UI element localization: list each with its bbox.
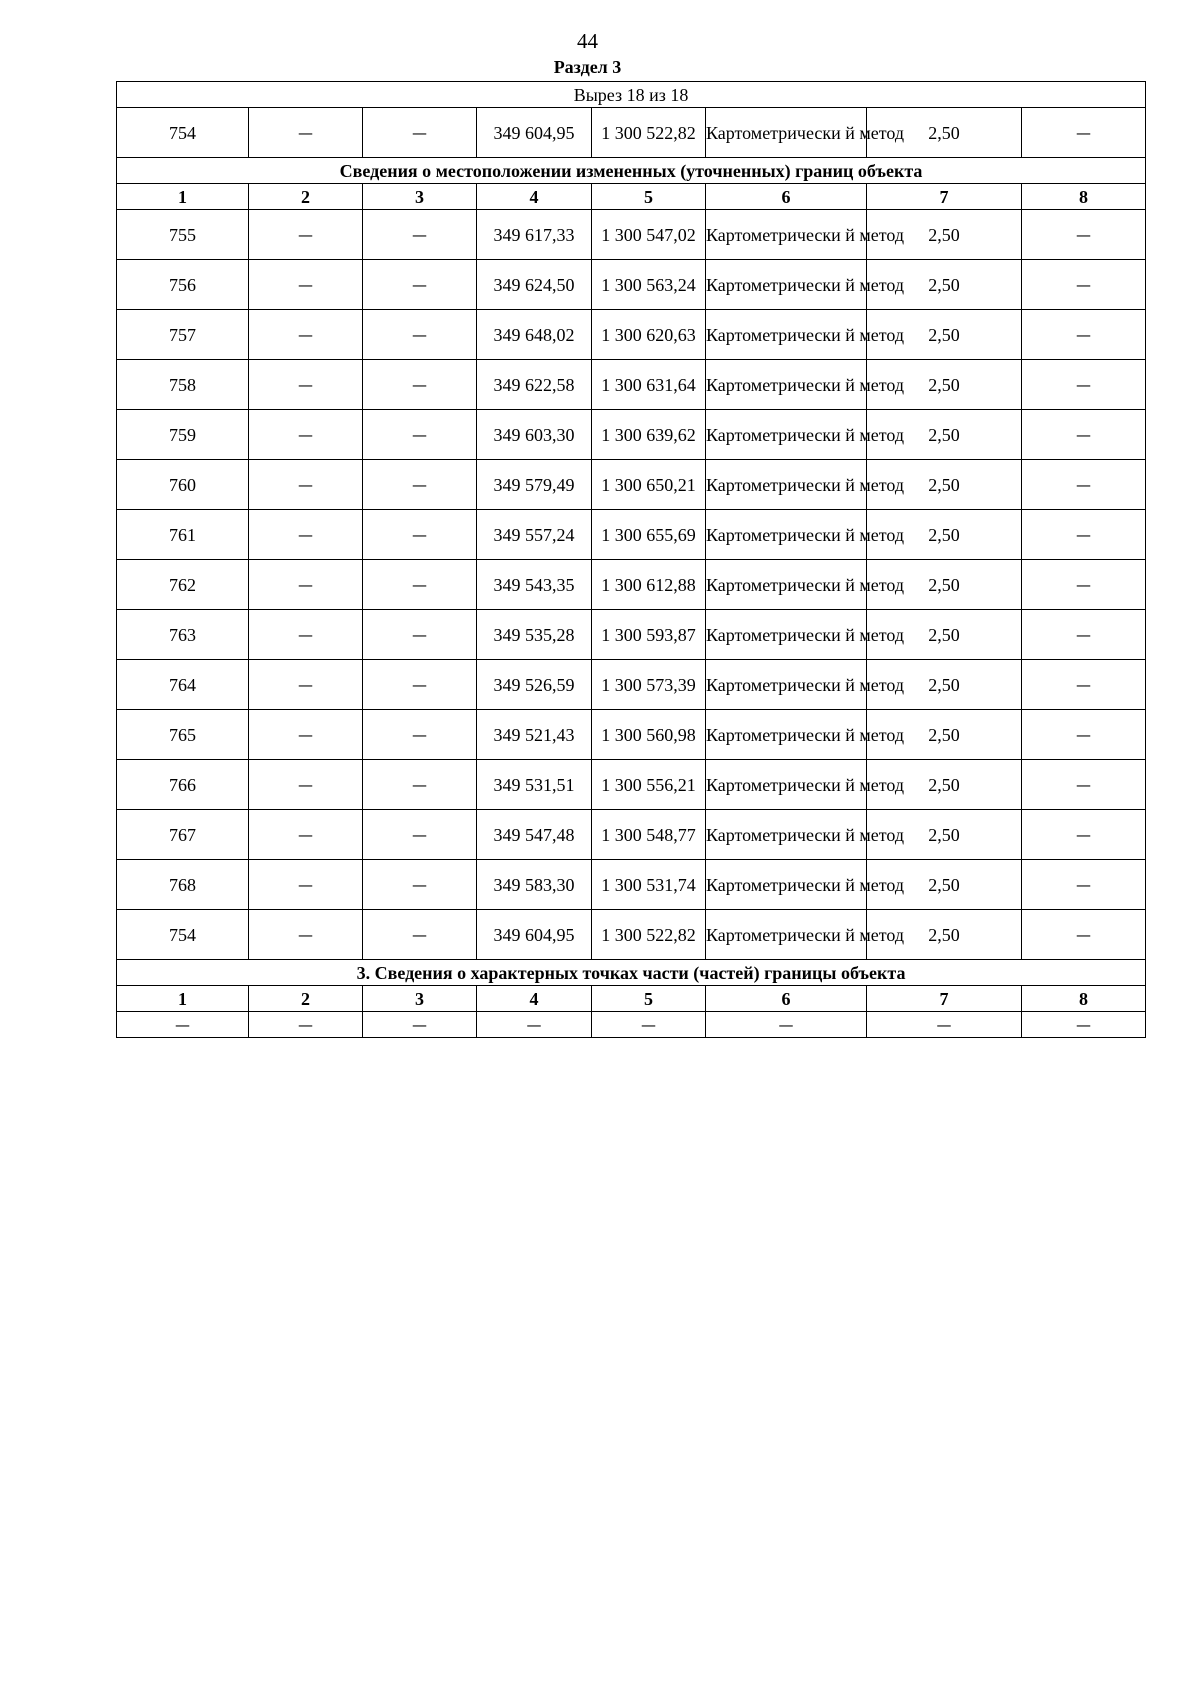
- sheet-label: Вырез 18 из 18: [117, 82, 1146, 108]
- table-row: [117, 410, 1146, 460]
- cell-col-1: 755: [117, 210, 249, 260]
- column-header-1: 1: [117, 184, 249, 210]
- cell-col-4: 349 622,58: [477, 360, 592, 410]
- cell-col-3: —: [363, 210, 477, 260]
- cell-col-5: 1 300 650,21: [592, 460, 706, 510]
- cell-col-4: 349 604,95: [477, 910, 592, 960]
- cell-col-6: Картометрически й метод: [706, 760, 867, 810]
- cell-col-3: —: [363, 1012, 477, 1038]
- cell-col-8: —: [1022, 710, 1146, 760]
- cell-col-8: —: [1022, 108, 1146, 158]
- cell-col-7: 2,50: [867, 510, 1022, 560]
- column-header-3: 3: [363, 986, 477, 1012]
- cell-col-6: Картометрически й метод: [706, 860, 867, 910]
- cell-col-1: 760: [117, 460, 249, 510]
- cell-col-1: 757: [117, 310, 249, 360]
- cell-col-2: —: [249, 310, 363, 360]
- section2-title-row: [117, 158, 1146, 184]
- column-header-2: 2: [249, 184, 363, 210]
- section2-title-row-text: Сведения о местоположении измененных (уточненных) границ объекта: [117, 158, 1146, 184]
- table-row: [117, 810, 1146, 860]
- cell-col-6: Картометрически й метод: [706, 260, 867, 310]
- cell-col-5: 1 300 522,82: [592, 910, 706, 960]
- table-body: [117, 82, 1146, 1038]
- table-row: [117, 360, 1146, 410]
- cell-col-7: —: [867, 1012, 1022, 1038]
- cell-col-2: —: [249, 510, 363, 560]
- cell-col-1: 766: [117, 760, 249, 810]
- column-header-4: 4: [477, 184, 592, 210]
- cell-col-2: —: [249, 610, 363, 660]
- cell-col-1: 754: [117, 910, 249, 960]
- table-row: [117, 260, 1146, 310]
- cell-col-8: —: [1022, 760, 1146, 810]
- cell-col-6: Картометрически й метод: [706, 360, 867, 410]
- cell-col-3: —: [363, 560, 477, 610]
- cell-col-3: —: [363, 810, 477, 860]
- cell-col-1: —: [117, 1012, 249, 1038]
- column-header-6: 6: [706, 184, 867, 210]
- cell-col-8: —: [1022, 910, 1146, 960]
- cell-col-6: Картометрически й метод: [706, 460, 867, 510]
- table-row: [117, 560, 1146, 610]
- cell-col-5: 1 300 563,24: [592, 260, 706, 310]
- cell-col-7: 2,50: [867, 560, 1022, 610]
- cell-col-5: 1 300 531,74: [592, 860, 706, 910]
- cell-col-4: 349 624,50: [477, 260, 592, 310]
- cell-col-4: 349 604,95: [477, 108, 592, 158]
- cell-col-6: Картометрически й метод: [706, 310, 867, 360]
- cell-col-8: —: [1022, 610, 1146, 660]
- cell-col-5: 1 300 593,87: [592, 610, 706, 660]
- cell-col-8: —: [1022, 1012, 1146, 1038]
- cell-col-5: 1 300 573,39: [592, 660, 706, 710]
- sheet-label-row: [117, 82, 1146, 108]
- column-header-2: 2: [249, 986, 363, 1012]
- cell-col-2: —: [249, 660, 363, 710]
- cell-col-6: Картометрически й метод: [706, 210, 867, 260]
- cell-col-7: 2,50: [867, 360, 1022, 410]
- cell-col-6: Картометрически й метод: [706, 610, 867, 660]
- cell-col-8: —: [1022, 460, 1146, 510]
- cell-col-8: —: [1022, 560, 1146, 610]
- cell-col-3: —: [363, 660, 477, 710]
- cell-col-7: 2,50: [867, 710, 1022, 760]
- cell-col-6: Картометрически й метод: [706, 810, 867, 860]
- cell-col-1: 762: [117, 560, 249, 610]
- cell-col-8: —: [1022, 660, 1146, 710]
- cell-col-2: —: [249, 860, 363, 910]
- cell-col-3: —: [363, 860, 477, 910]
- cell-col-4: 349 526,59: [477, 660, 592, 710]
- column-header-5: 5: [592, 184, 706, 210]
- cell-col-4: 349 583,30: [477, 860, 592, 910]
- column-header-row: [117, 184, 1146, 210]
- cell-col-1: 754: [117, 108, 249, 158]
- cell-col-8: —: [1022, 860, 1146, 910]
- cell-col-2: —: [249, 410, 363, 460]
- cell-col-3: —: [363, 760, 477, 810]
- cell-col-5: 1 300 639,62: [592, 410, 706, 460]
- cell-col-4: 349 648,02: [477, 310, 592, 360]
- cell-col-8: —: [1022, 310, 1146, 360]
- table-row: [117, 510, 1146, 560]
- table-row: [117, 1012, 1146, 1038]
- table-row: [117, 610, 1146, 660]
- cell-col-2: —: [249, 260, 363, 310]
- column-header-8: 8: [1022, 986, 1146, 1012]
- cell-col-6: Картометрически й метод: [706, 660, 867, 710]
- table-row: [117, 910, 1146, 960]
- cell-col-2: —: [249, 810, 363, 860]
- table-row: [117, 210, 1146, 260]
- cell-col-5: 1 300 620,63: [592, 310, 706, 360]
- cell-col-4: 349 543,35: [477, 560, 592, 610]
- cell-col-6: Картометрически й метод: [706, 560, 867, 610]
- cell-col-1: 756: [117, 260, 249, 310]
- cell-col-7: 2,50: [867, 260, 1022, 310]
- table-row: [117, 108, 1146, 158]
- cell-col-3: —: [363, 610, 477, 660]
- cell-col-7: 2,50: [867, 210, 1022, 260]
- cell-col-1: 764: [117, 660, 249, 710]
- section3-column-header-row: [117, 986, 1146, 1012]
- table-row: [117, 860, 1146, 910]
- cell-col-7: 2,50: [867, 910, 1022, 960]
- cell-col-1: 768: [117, 860, 249, 910]
- cell-col-7: 2,50: [867, 760, 1022, 810]
- cell-col-6: Картометрически й метод: [706, 910, 867, 960]
- cell-col-1: 767: [117, 810, 249, 860]
- cell-col-1: 763: [117, 610, 249, 660]
- column-header-8: 8: [1022, 184, 1146, 210]
- cell-col-1: 761: [117, 510, 249, 560]
- cell-col-7: 2,50: [867, 310, 1022, 360]
- coordinates-table: [116, 81, 1146, 1038]
- cell-col-2: —: [249, 560, 363, 610]
- cell-col-6: —: [706, 1012, 867, 1038]
- cell-col-3: —: [363, 260, 477, 310]
- cell-col-2: —: [249, 760, 363, 810]
- cell-col-2: —: [249, 360, 363, 410]
- cell-col-7: 2,50: [867, 610, 1022, 660]
- column-header-5: 5: [592, 986, 706, 1012]
- cell-col-5: 1 300 547,02: [592, 210, 706, 260]
- cell-col-6: Картометрически й метод: [706, 410, 867, 460]
- cell-col-4: 349 557,24: [477, 510, 592, 560]
- cell-col-3: —: [363, 310, 477, 360]
- table-row: [117, 310, 1146, 360]
- column-header-7: 7: [867, 184, 1022, 210]
- cell-col-7: 2,50: [867, 660, 1022, 710]
- cell-col-7: 2,50: [867, 460, 1022, 510]
- cell-col-1: 759: [117, 410, 249, 460]
- cell-col-5: 1 300 522,82: [592, 108, 706, 158]
- cell-col-3: —: [363, 510, 477, 560]
- cell-col-2: —: [249, 910, 363, 960]
- cell-col-4: 349 603,30: [477, 410, 592, 460]
- cell-col-5: 1 300 556,21: [592, 760, 706, 810]
- cell-col-8: —: [1022, 810, 1146, 860]
- cell-col-4: —: [477, 1012, 592, 1038]
- cell-col-4: 349 535,28: [477, 610, 592, 660]
- cell-col-5: 1 300 631,64: [592, 360, 706, 410]
- cell-col-3: —: [363, 460, 477, 510]
- cell-col-4: 349 531,51: [477, 760, 592, 810]
- page-number: 44: [577, 29, 598, 53]
- cell-col-2: —: [249, 460, 363, 510]
- cell-col-4: 349 547,48: [477, 810, 592, 860]
- cell-col-5: 1 300 548,77: [592, 810, 706, 860]
- table-row: [117, 760, 1146, 810]
- cell-col-2: —: [249, 1012, 363, 1038]
- column-header-7: 7: [867, 986, 1022, 1012]
- cell-col-5: —: [592, 1012, 706, 1038]
- cell-col-8: —: [1022, 510, 1146, 560]
- table-row: [117, 660, 1146, 710]
- cell-col-7: 2,50: [867, 860, 1022, 910]
- table-row: [117, 460, 1146, 510]
- cell-col-2: —: [249, 710, 363, 760]
- cell-col-7: 2,50: [867, 810, 1022, 860]
- cell-col-5: 1 300 655,69: [592, 510, 706, 560]
- cell-col-8: —: [1022, 210, 1146, 260]
- cell-col-4: 349 617,33: [477, 210, 592, 260]
- cell-col-3: —: [363, 360, 477, 410]
- cell-col-2: —: [249, 108, 363, 158]
- cell-col-4: 349 579,49: [477, 460, 592, 510]
- column-header-1: 1: [117, 986, 249, 1012]
- section3-title-row-text: 3. Сведения о характерных точках части (частей) границы объекта: [117, 960, 1146, 986]
- cell-col-3: —: [363, 108, 477, 158]
- cell-col-8: —: [1022, 360, 1146, 410]
- cell-col-4: 349 521,43: [477, 710, 592, 760]
- column-header-6: 6: [706, 986, 867, 1012]
- cell-col-3: —: [363, 710, 477, 760]
- section-title: Раздел 3: [553, 57, 622, 77]
- cell-col-1: 758: [117, 360, 249, 410]
- cell-col-8: —: [1022, 260, 1146, 310]
- section3-title-row: [117, 960, 1146, 986]
- cell-col-5: 1 300 560,98: [592, 710, 706, 760]
- cell-col-7: 2,50: [867, 410, 1022, 460]
- cell-col-6: Картометрически й метод: [706, 510, 867, 560]
- cell-col-3: —: [363, 910, 477, 960]
- cell-col-5: 1 300 612,88: [592, 560, 706, 610]
- cell-col-2: —: [249, 210, 363, 260]
- cell-col-6: Картометрически й метод: [706, 710, 867, 760]
- column-header-3: 3: [363, 184, 477, 210]
- cell-col-3: —: [363, 410, 477, 460]
- cell-col-1: 765: [117, 710, 249, 760]
- table-row: [117, 710, 1146, 760]
- column-header-4: 4: [477, 986, 592, 1012]
- cell-col-6: Картометрически й метод: [706, 108, 867, 158]
- cell-col-8: —: [1022, 410, 1146, 460]
- cell-col-7: 2,50: [867, 108, 1022, 158]
